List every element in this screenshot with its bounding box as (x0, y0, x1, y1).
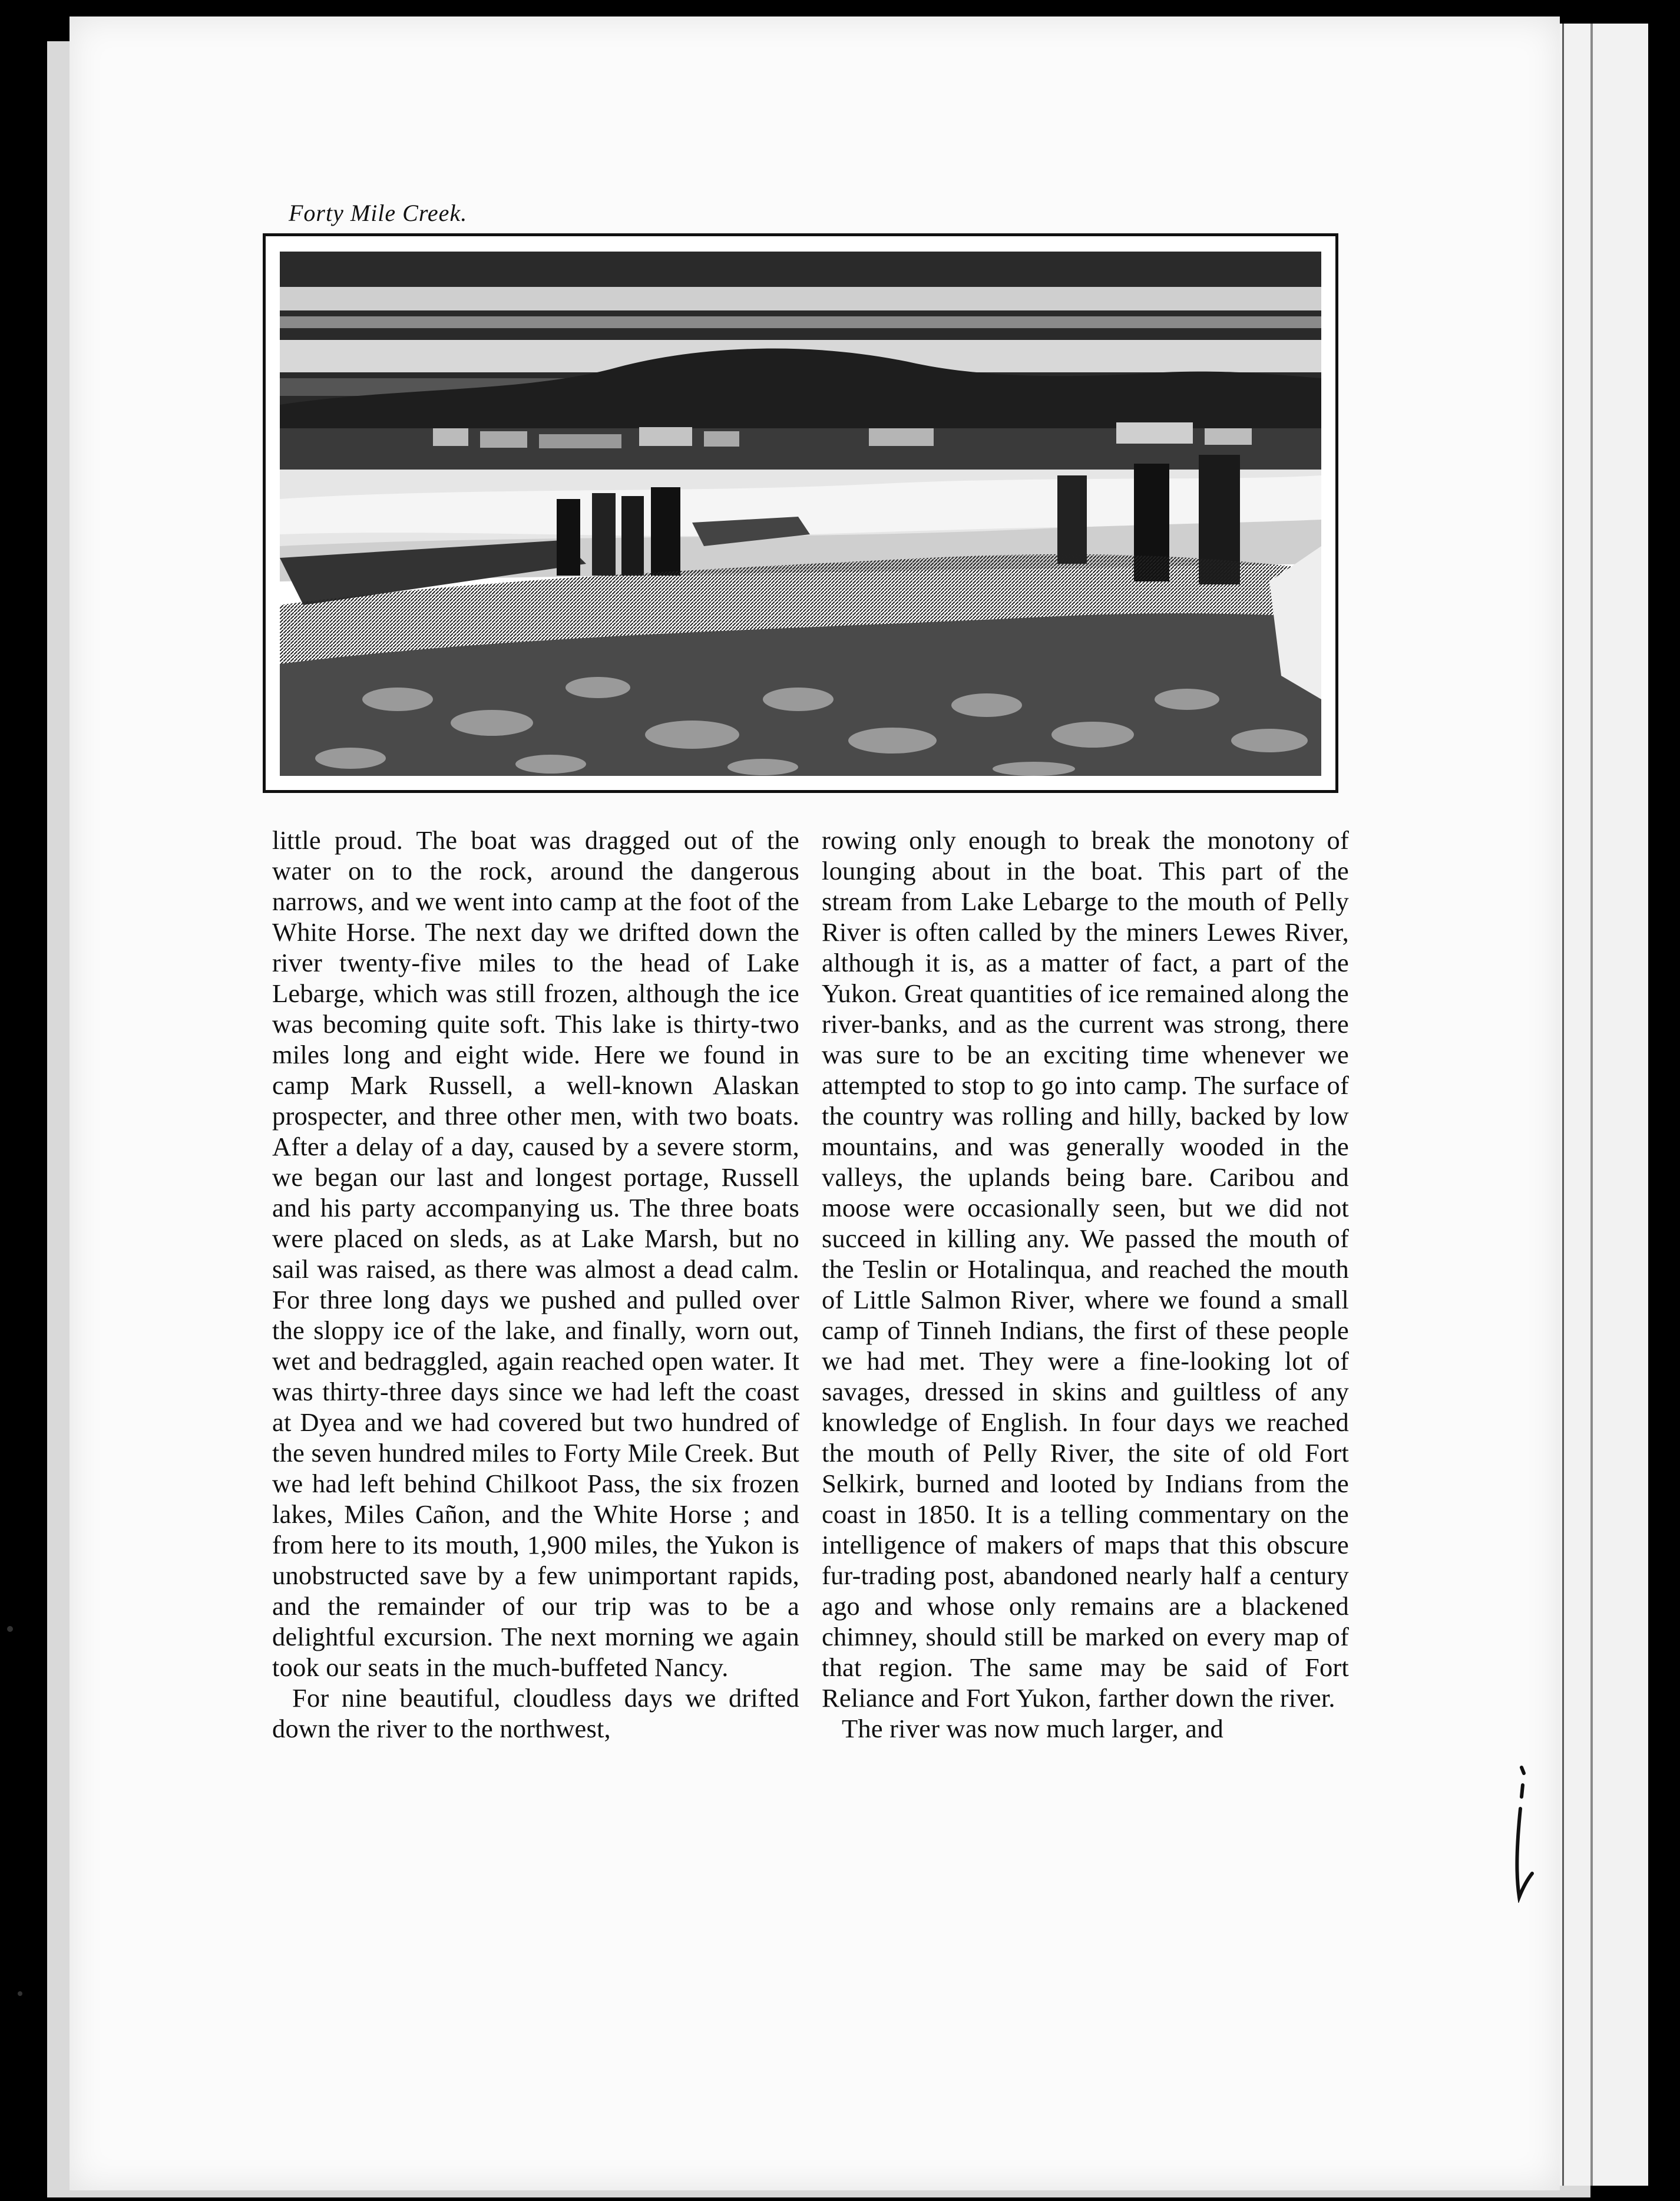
paragraph: rowing only enough to break the monotony of lounging about in the boat. This part of the stream from Lake Lebarge to the mouth of Pelly River is often called by the miners Lewes River, although it is, as a matter of fact, a part of the Yukon. Great quantities of ice remained along the river-banks, and as the current was strong, there was sure to be an exciting time whenever we attempted to stop to go into camp. The surface of the country was rolling and hilly, backed by low mountains, and was generally wooded in the valleys, the uplands being bare. Caribou and moose were occasionally seen, but we did not succeed in killing any. We passed the mouth of the Teslin or Hotalinqua, and reached the mouth of Little Salmon River, where we found a small camp of Tinneh Indians, the first of these people we had met. They were a fine-looking lot of savages, dressed in skins and guiltless of any knowledge of English. In four days we reached the mouth of Pelly River, the site of old Fort Selkirk, burned and looted by Indians from the coast in 1850. It is a telling commentary on the intelligence of makers of maps that this obscure fur-trading post, abandoned nearly half a century ago and whose only remains are a blackened chimney, should still be marked on every map of that region. The same may be said of Fort Reliance and Fort Yukon, farther down the river. (822, 825, 1349, 1713)
figure-caption: Forty Mile Creek. (289, 200, 468, 226)
illustration-frame (263, 233, 1338, 793)
forty-mile-creek-illustration (280, 252, 1321, 776)
text-column-left (272, 825, 799, 1744)
paragraph: For nine beautiful, cloudless days we drifted down the river to the northwest, (272, 1683, 799, 1743)
handwritten-margin-mark (1511, 1762, 1535, 1903)
adjacent-page-edge (1560, 24, 1648, 2186)
page-edge-line (1562, 24, 1564, 2186)
paragraph: The river was now much larger, and (842, 1714, 1223, 1743)
text-column-right (822, 825, 1349, 1744)
scan-speck (7, 1626, 13, 1632)
paragraph: little proud. The boat was dragged out of the water on to the rock, around the dangerous narrows, and we went into camp at the foot of the White Horse. The next day we drifted down the river twenty-five miles to the head of Lake Lebarge, which was still frozen, although the ice was becoming quite soft. This lake is thirty-two miles long and eight wide. Here we found in camp Mark Russell, a well-known Alaskan prospecter, and three other men, with two boats. After a delay of a day, caused by a severe storm, we began our last and longest portage, Russell and his party accompanying us. The three boats were placed on sleds, as at Lake Marsh, but no sail was raised, as there was almost a dead calm. For three long days we pushed and pulled over the sloppy ice of the lake, and finally, worn out, wet and bedraggled, again reached open water. It was thirty-three days since we had left the coast at Dyea and we had covered but two hundred of the seven hundred miles to Forty Mile Creek. But we had left behind Chilkoot Pass, the six frozen lakes, Miles Cañon, and the White Horse ; and from here to its mouth, 1,900 miles, the Yukon is unobstructed save by a few unimportant rapids, and the remainder of our trip was to be a delightful excursion. The next morning we again took our seats in the much-buffeted Nancy. (272, 825, 799, 1682)
scan-speck (18, 1991, 22, 1996)
page-edge-line (1590, 24, 1593, 2186)
